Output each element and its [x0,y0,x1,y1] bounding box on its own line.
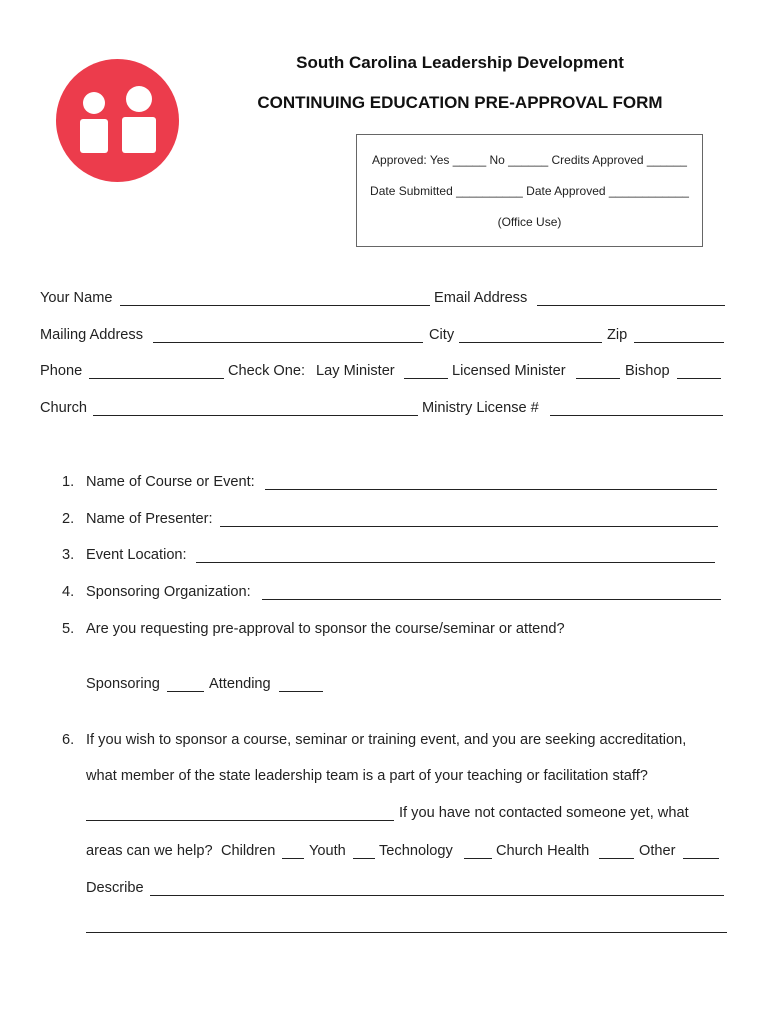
describe-field-line-2[interactable] [86,932,727,933]
phone-label: Phone [40,363,83,379]
ministry-license-field[interactable] [550,415,723,416]
sponsoring-organization-field[interactable] [262,599,721,600]
question-6-label: If you wish to sponsor a course, seminar or training event, and you are seeking accreditation, [86,732,687,748]
question-1-label: Name of Course or Event: [86,474,255,490]
office-approval-line: Approved: Yes _____ No ______ Credits Approved ______ [372,153,687,167]
help-areas-label: areas can we help? [86,843,213,859]
sponsoring-label: Sponsoring [86,676,160,692]
name-label: Your Name [40,290,113,306]
question-2-label: Name of Presenter: [86,511,213,527]
email-label: Email Address [434,290,528,306]
attending-label: Attending [209,676,271,692]
question-6-number: 6. [62,732,75,748]
licensed-minister-label: Licensed Minister [452,363,566,379]
course-name-field[interactable] [265,489,717,490]
city-label: City [429,327,455,343]
mailing-address-field[interactable] [153,342,423,343]
check-one-label: Check One: [228,363,306,379]
team-member-field[interactable] [86,820,394,821]
question-4-label: Sponsoring Organization: [86,584,251,600]
form-title: CONTINUING EDUCATION PRE-APPROVAL FORM [257,93,663,112]
attending-field[interactable] [279,691,323,692]
question-6-line-2: what member of the state leadership team is a part of your teaching or facilitation staff? [86,768,648,784]
lay-minister-label: Lay Minister [316,363,395,379]
church-health-label: Church Health [496,843,590,859]
zip-label: Zip [607,327,628,343]
office-use-box [356,134,703,247]
lay-minister-field[interactable] [404,378,448,379]
logo-two-people-icon [56,59,179,182]
church-label: Church [40,400,88,416]
presenter-name-field[interactable] [220,526,718,527]
question-6-line-3: If you have not contacted someone yet, what [399,805,689,821]
org-title: South Carolina Leadership Development [296,53,624,72]
technology-field[interactable] [464,858,492,859]
describe-label: Describe [86,880,144,896]
question-4-number: 4. [62,584,75,600]
city-field[interactable] [459,342,602,343]
event-location-field[interactable] [196,562,715,563]
children-field[interactable] [282,858,304,859]
sponsoring-field[interactable] [167,691,204,692]
technology-label: Technology [379,843,453,859]
question-5-label: Are you requesting pre-approval to sponsor the course/seminar or attend? [86,621,565,637]
bishop-field[interactable] [677,378,721,379]
children-label: Children [221,843,276,859]
other-label: Other [639,843,676,859]
licensed-minister-field[interactable] [576,378,620,379]
office-use-note: (Office Use) [497,215,562,229]
name-field[interactable] [120,305,430,306]
bishop-label: Bishop [625,363,670,379]
question-5-number: 5. [62,621,75,637]
mailing-address-label: Mailing Address [40,327,144,343]
church-field[interactable] [93,415,418,416]
describe-field[interactable] [150,895,724,896]
question-3-label: Event Location: [86,547,187,563]
zip-field[interactable] [634,342,724,343]
question-2-number: 2. [62,511,75,527]
question-1-number: 1. [62,474,75,490]
ministry-license-label: Ministry License # [422,400,539,416]
church-health-field[interactable] [599,858,634,859]
youth-field[interactable] [353,858,375,859]
email-field[interactable] [537,305,725,306]
question-3-number: 3. [62,547,75,563]
office-dates-line: Date Submitted __________ Date Approved ____________ [370,184,689,198]
other-field[interactable] [683,858,719,859]
youth-label: Youth [309,843,346,859]
phone-field[interactable] [89,378,224,379]
